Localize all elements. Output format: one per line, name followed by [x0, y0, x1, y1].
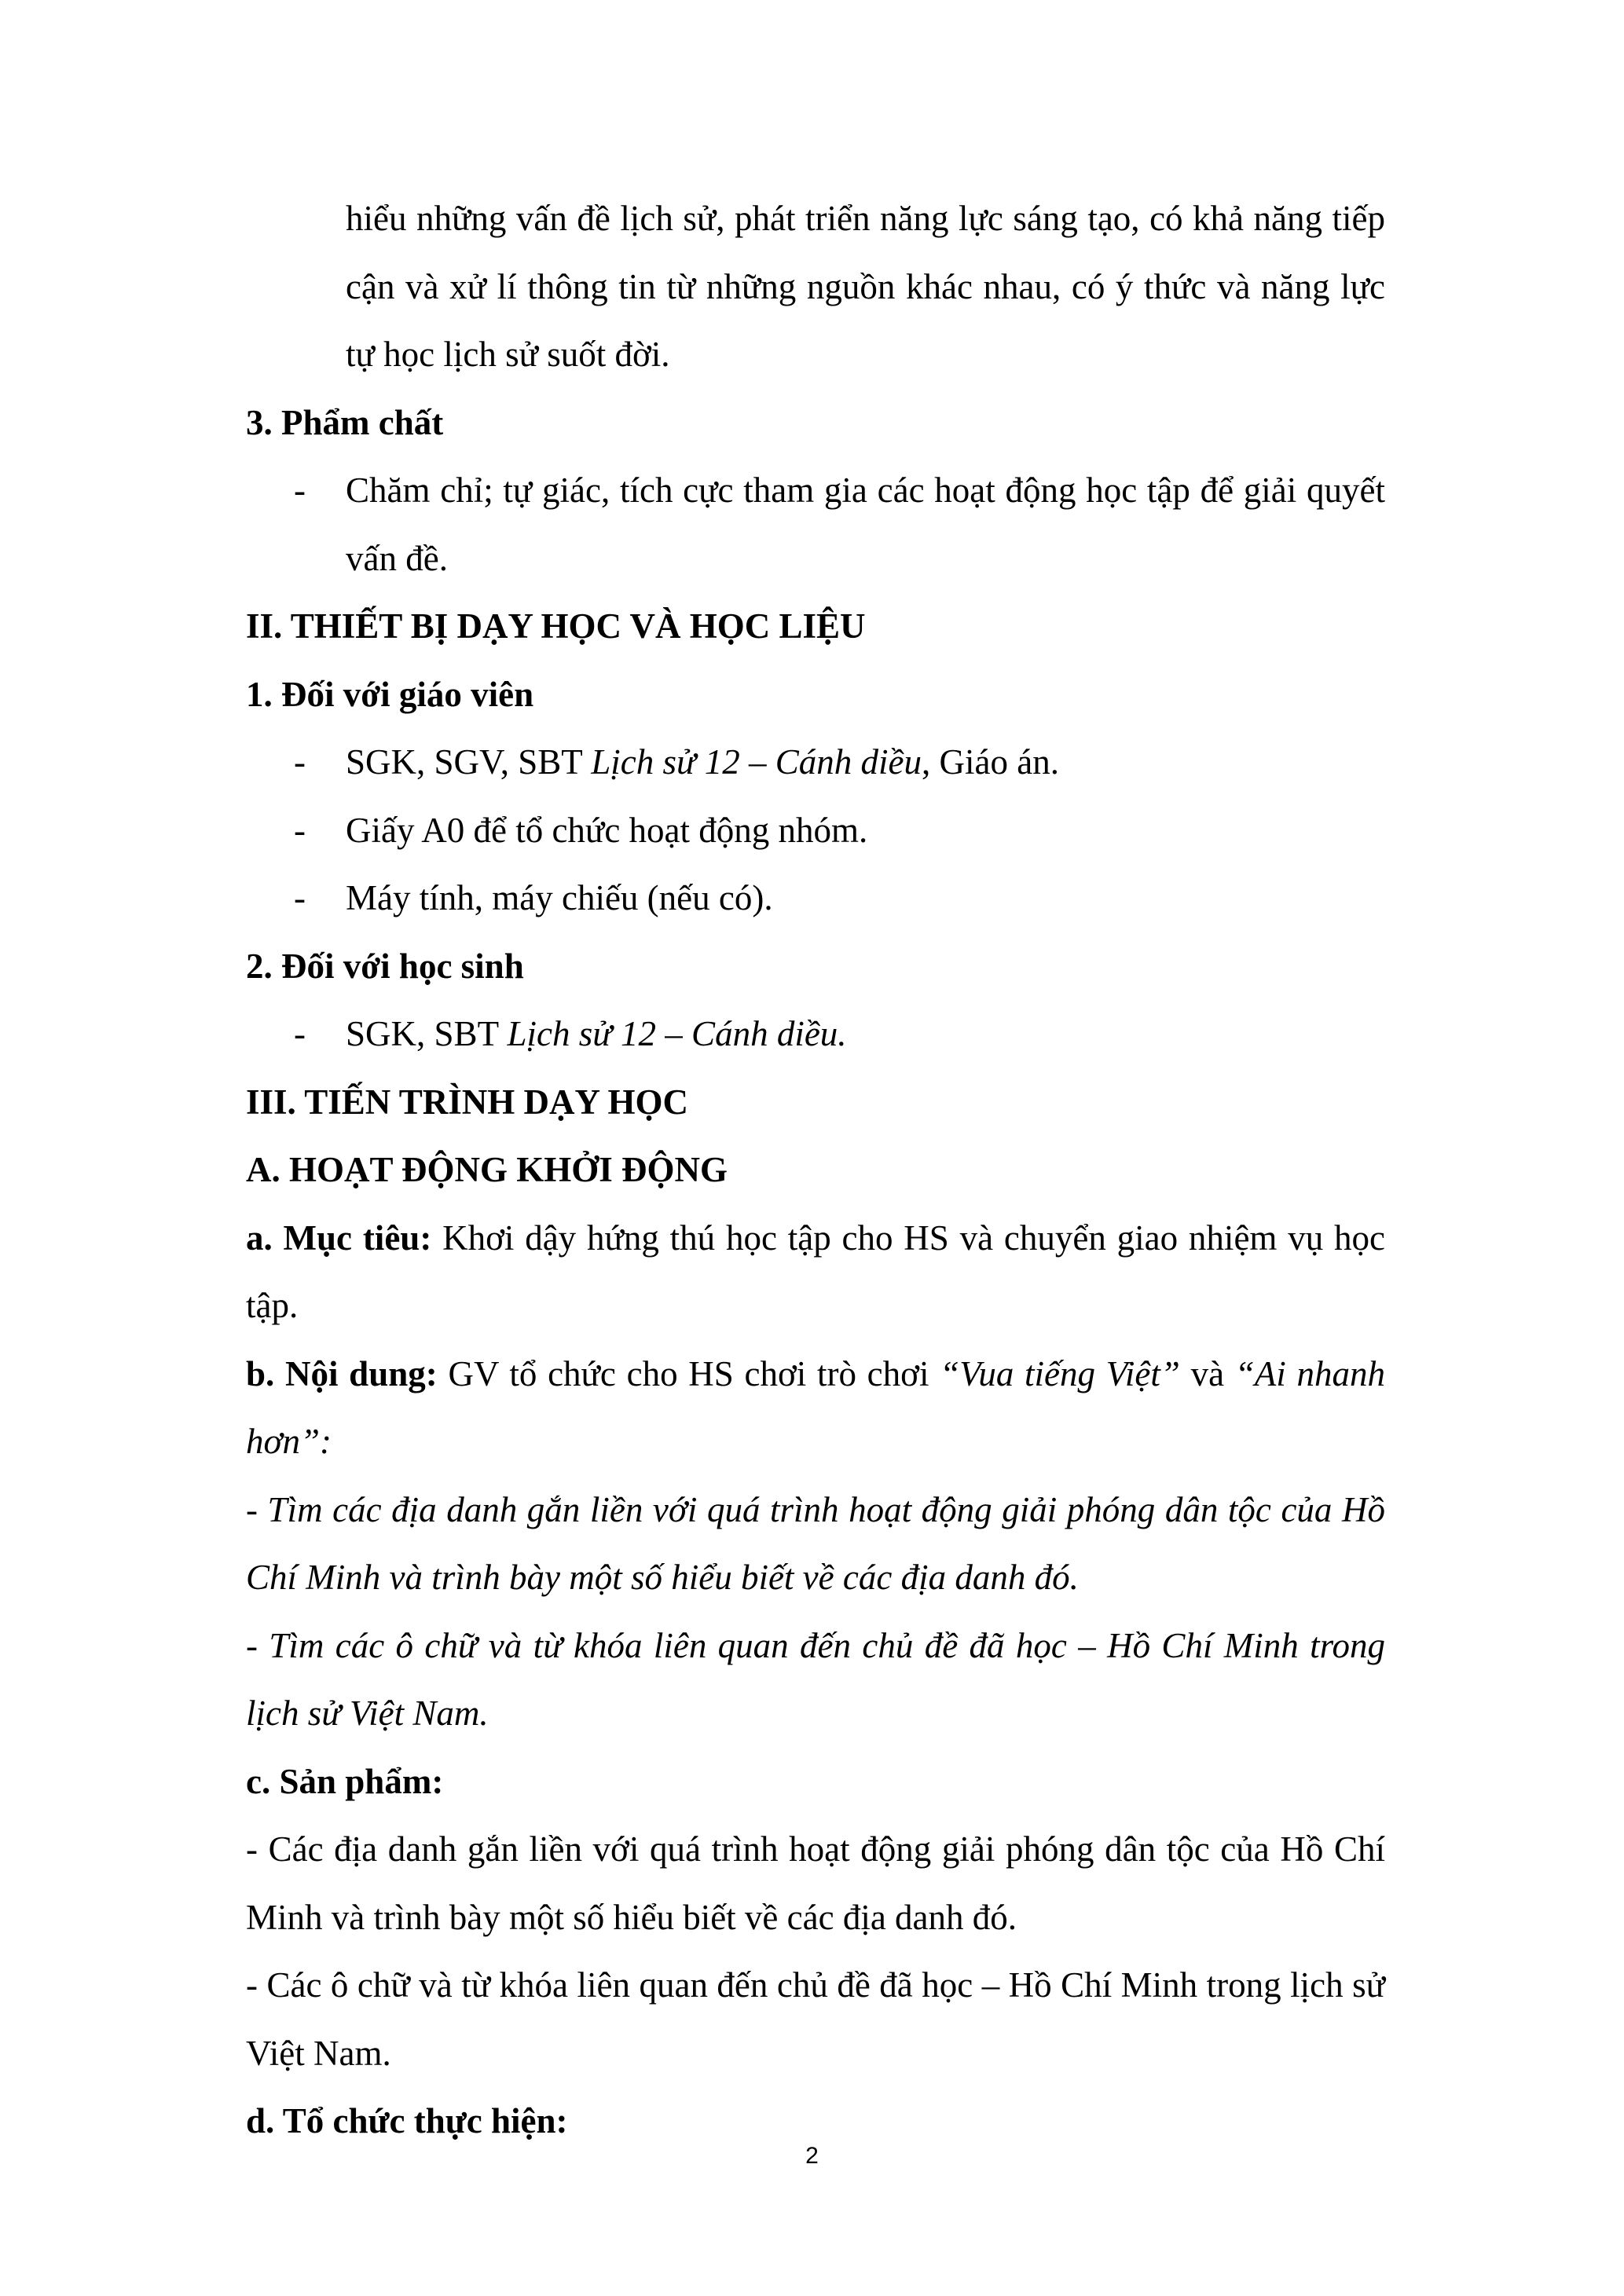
list-item-text: SGK, SBT — [346, 1014, 508, 1053]
list-item-text: SGK, SGV, SBT — [346, 742, 592, 782]
muc-tieu-text: Khơi dậy hứng thú học tập cho HS và chuyển giao nhiệm vụ học tập. — [246, 1218, 1385, 1325]
list-item-pham-chat — [246, 456, 1385, 592]
dash-marker: - — [294, 471, 306, 510]
noi-dung-paragraph — [246, 1340, 1385, 1476]
list-item-text: Chăm chỉ; tự giác, tích cực tham gia các hoạt động học tập để giải quyết vấn đề. — [346, 471, 1385, 578]
dash-marker: - — [294, 810, 306, 850]
book-title: Lịch sử 12 – Cánh diều — [591, 742, 922, 782]
heading-section-iii: III. TIẾN TRÌNH DẠY HỌC — [246, 1082, 689, 1122]
game-name-2: “Ai nhanh hơn”: — [246, 1353, 1385, 1461]
noi-dung-and: và — [1179, 1353, 1235, 1393]
list-item-student-1 — [246, 1000, 1385, 1068]
list-item-teacher-3 — [246, 864, 1385, 932]
game-name-1: “Vua tiếng Việt” — [940, 1353, 1180, 1393]
muc-tieu-paragraph — [246, 1204, 1385, 1340]
heading-pham-chat: 3. Phẩm chất — [246, 402, 444, 442]
dash-marker: - — [294, 878, 306, 917]
page-content — [246, 185, 1385, 2155]
list-item-text: Máy tính, máy chiếu (nếu có). — [346, 878, 773, 917]
heading-activity-a: A. HOẠT ĐỘNG KHỞI ĐỘNG — [246, 1150, 728, 1189]
book-title: Lịch sử 12 – Cánh diều. — [507, 1014, 847, 1053]
product-2: - Các ô chữ và từ khóa liên quan đến chủ đề đã học – Hồ Chí Minh trong lịch sử Việt Nam. — [246, 1965, 1385, 2073]
product-1: - Các địa danh gắn liền với quá trình hoạt động giải phóng dân tộc của Hồ Chí Minh và trình bày một số hiểu biết về các địa danh đó. — [246, 1829, 1385, 1937]
to-chuc-label: d. Tổ chức thực hiện: — [246, 2101, 568, 2140]
heading-section-ii: II. THIẾT BỊ DẠY HỌC VÀ HỌC LIỆU — [246, 606, 866, 646]
heading-student: 2. Đối với học sinh — [246, 946, 524, 986]
continuation-paragraph: hiểu những vấn đề lịch sử, phát triển năng lực sáng tạo, có khả năng tiếp cận và xử lí thông tin từ những nguồn khác nhau, có ý thức và năng lực tự học lịch sử suốt đời. — [346, 199, 1385, 374]
noi-dung-text: GV tổ chức cho HS chơi trò chơi — [437, 1353, 940, 1393]
task-2: - Tìm các ô chữ và từ khóa liên quan đến chủ đề đã học – Hồ Chí Minh trong lịch sử Việt Nam. — [246, 1625, 1385, 1733]
list-item-teacher-1 — [246, 728, 1385, 796]
noi-dung-label: b. Nội dung: — [246, 1353, 438, 1393]
list-item-teacher-2 — [246, 796, 1385, 865]
dash-marker: - — [294, 742, 306, 782]
task-1: - Tìm các địa danh gắn liền với quá trình hoạt động giải phóng dân tộc của Hồ Chí Minh và trình bày một số hiểu biết về các địa danh đó. — [246, 1489, 1385, 1597]
dash-marker: - — [294, 1014, 306, 1053]
list-item-text: , Giáo án. — [922, 742, 1059, 782]
page-number: 2 — [805, 2143, 819, 2169]
heading-teacher: 1. Đối với giáo viên — [246, 674, 534, 714]
list-item-text: Giấy A0 để tổ chức hoạt động nhóm. — [346, 810, 868, 850]
muc-tieu-label: a. Mục tiêu: — [246, 1218, 432, 1258]
san-pham-label: c. Sản phẩm: — [246, 1761, 444, 1801]
